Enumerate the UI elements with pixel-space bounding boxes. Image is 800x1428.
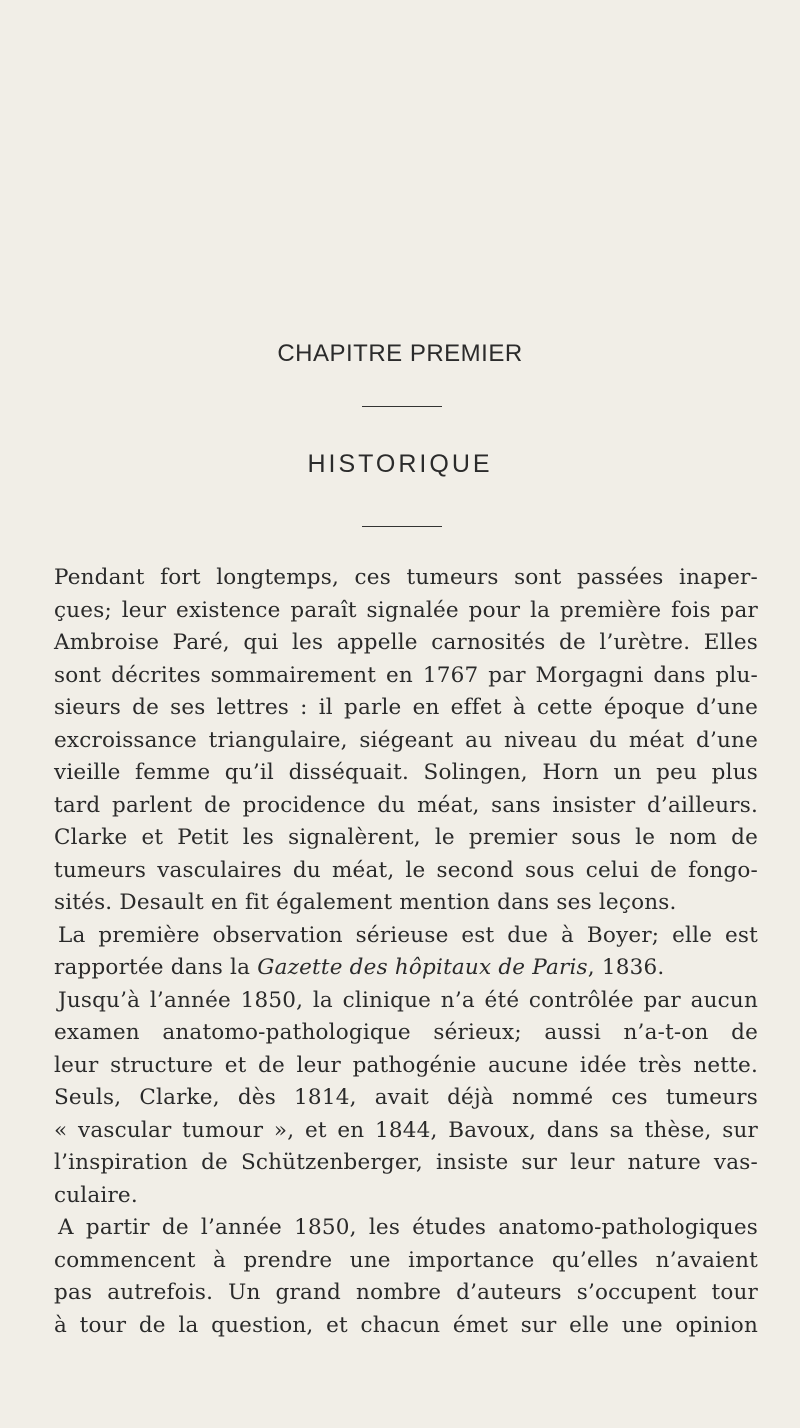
- text-line: culaire.: [54, 1182, 138, 1208]
- citation-journal: Gazette des hôpitaux de Paris: [257, 955, 588, 980]
- citation-year: , 1836.: [587, 955, 665, 980]
- text-line: « vascular tumour », et en 1844, Bavoux, dans sa thèse, sur: [54, 1117, 758, 1143]
- text-line: pas autrefois. Un grand nombre d’auteurs s’occupent tour: [54, 1280, 758, 1305]
- text-line: Ambroise Paré, qui les appelle carnosités de l’urètre. Elles: [54, 630, 758, 655]
- text-line: Seuls, Clarke, dès 1814, avait déjà nommé ces tumeurs: [54, 1085, 758, 1110]
- text-line: à tour de la question, et chacun émet sur elle une opinion: [54, 1312, 758, 1338]
- text-line: sités. Desault en fit également mention dans ses leçons.: [54, 890, 677, 915]
- text-line: Pendant fort longtemps, ces tumeurs sont passées inaper-: [54, 565, 758, 590]
- text-line: vieille femme qu’il disséquait. Solingen, Horn un peu plus: [54, 760, 758, 785]
- title-divider-bottom: [362, 526, 442, 527]
- text-line: tard parlent de procidence du méat, sans insister d’ailleurs.: [54, 792, 758, 818]
- text-line: sieurs de ses lettres : il parle en effet à cette époque d’une: [54, 695, 758, 720]
- text-line: leur structure et de leur pathogénie aucune idée très nette.: [54, 1052, 758, 1078]
- text-line: excroissance triangulaire, siégeant au niveau du méat d’une: [54, 727, 758, 753]
- text-line: A partir de l’année 1850, les études anatomo-pathologiques: [58, 1215, 758, 1240]
- title-divider-top: [362, 406, 442, 407]
- text-line: çues; leur existence paraît signalée pour la première fois par: [54, 597, 758, 623]
- chapter-title: CHAPITRE PREMIER: [277, 340, 523, 367]
- citation-line: [54, 952, 758, 985]
- text-line: Clarke et Petit les signalèrent, le premier sous le nom de: [54, 825, 758, 850]
- text-line: tumeurs vasculaires du méat, le second sous celui de fongo-: [54, 857, 758, 883]
- text-line: commencent à prendre une importance qu’elles n’avaient: [54, 1247, 758, 1273]
- body-text: [54, 562, 758, 1342]
- text-line: sont décrites sommairement en 1767 par Morgagni dans plu-: [54, 662, 758, 688]
- citation-lead: rapportée dans la: [54, 955, 258, 980]
- text-line: examen anatomo-pathologique sérieux; aussi n’a-t-on de: [54, 1020, 758, 1045]
- text-line: Jusqu’à l’année 1850, la clinique n’a été contrôlée par aucun: [58, 987, 758, 1013]
- section-title: HISTORIQUE: [307, 450, 493, 478]
- text-line: La première observation sérieuse est due à Boyer; elle est: [58, 922, 758, 948]
- text-line: l’inspiration de Schützenberger, insiste sur leur nature vas-: [54, 1150, 758, 1175]
